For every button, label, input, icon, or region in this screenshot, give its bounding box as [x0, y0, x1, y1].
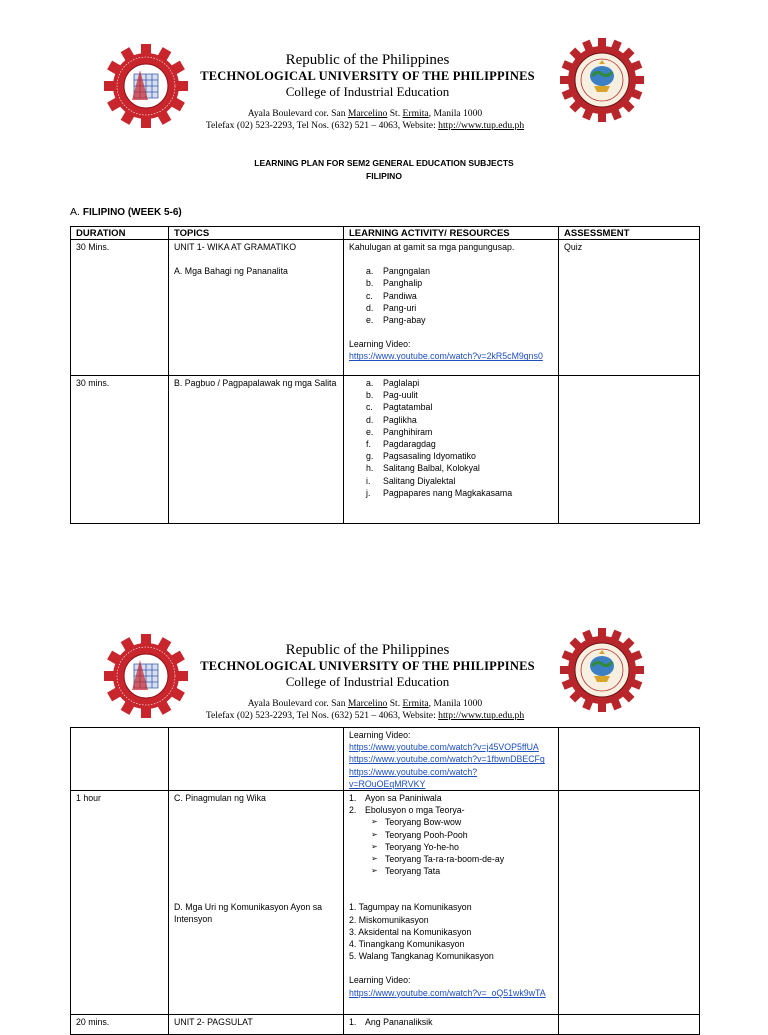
section-letter: A.: [70, 206, 80, 218]
list-item: d. Paglikha: [366, 414, 417, 425]
header-topics: TOPICS: [169, 227, 344, 240]
table-row: [71, 1015, 700, 1035]
republic-heading: Republic of the Philippines: [285, 52, 450, 68]
plan-title: [0, 157, 768, 183]
list-item: ➢ Teoryang Bow-wow: [371, 817, 462, 828]
activity-cell: [344, 240, 559, 376]
activity-cell: [344, 376, 559, 524]
list-item: 1. Tagumpay na Komunikasyon: [349, 902, 472, 913]
video-link[interactable]: https://www.youtube.com/watch?v=1fbwnDBECFg: [349, 754, 545, 765]
arrow-bullet-icon: ➢: [371, 866, 378, 876]
college-seal-icon: [560, 38, 644, 122]
list-item: b. Panghalip: [366, 278, 423, 289]
list-item: c. Pandiwa: [366, 290, 417, 301]
website-link[interactable]: http://www.tup.edu.ph: [438, 120, 525, 131]
address-line: Ayala Boulevard cor. San Marcelino St. Ermita, Manila 1000: [247, 698, 483, 709]
list-item: e. Panghihiram: [366, 426, 433, 437]
website-link[interactable]: http://www.tup.edu.ph: [438, 710, 525, 721]
letterhead-titles: [195, 52, 540, 100]
video-link[interactable]: https://www.youtube.com/watch?v=_oQ51wk9wTA: [349, 987, 546, 998]
list-item: 1. Ayon sa Paniniwala: [349, 793, 442, 804]
college-name: College of Industrial Education: [285, 84, 450, 99]
arrow-bullet-icon: ➢: [371, 841, 378, 851]
video-link[interactable]: https://www.youtube.com/watch?v=2kR5cM9gns0: [349, 351, 543, 362]
section-heading: [70, 206, 182, 218]
republic-heading: Republic of the Philippines: [285, 642, 450, 658]
table-header-row: [71, 227, 700, 240]
list-item: b. Pag-uulit: [366, 390, 418, 401]
list-item: f. Pagdaragdag: [366, 439, 436, 450]
assessment-cell: [559, 728, 700, 791]
video-link[interactable]: https://www.youtube.com/watch?v=j45VOP5ffUA: [349, 742, 539, 753]
activity-intro: Kahulugan at gamit sa mga pangungusap.: [349, 242, 515, 252]
document-page-2: [0, 590, 768, 1028]
list-item: g. Pagsasaling Idyomatiko: [366, 451, 476, 462]
duration-cell: 30 Mins.: [71, 240, 169, 376]
letterhead: [0, 590, 768, 730]
origin-list: [349, 792, 553, 816]
college-name: College of Industrial Education: [285, 674, 450, 689]
list-item: ➢ Teoryang Yo-he-ho: [371, 841, 459, 852]
topic-text: A. Mga Bahagi ng Pananalita: [174, 266, 288, 277]
list-item: d. Pang-uri: [366, 302, 417, 313]
learning-plan-table-continued: [70, 727, 700, 1035]
list-item: ➢ Teoryang Ta-ra-ra-boom-de-ay: [371, 854, 505, 865]
activity-cell: [344, 1015, 559, 1035]
contact-line: Telefax (02) 523-2293, Tel Nos. (632) 521 – 4063, Website: http://www.tup.edu.ph: [205, 710, 525, 721]
topic-text: D. Mga Uri ng Komunikasyon Ayon sa Intensyon: [174, 902, 322, 925]
section-title: FILIPINO (WEEK 5-6): [82, 207, 182, 218]
topic-text: UNIT 1- WIKA AT GRAMATIKO: [174, 242, 297, 252]
list-item: 2. Ebolusyon o mga Teorya-: [349, 805, 465, 816]
college-seal-icon: [560, 628, 644, 712]
list-item: j. Pagpapares nang Magkakasama: [366, 487, 513, 498]
plan-subject: FILIPINO: [366, 171, 402, 181]
assessment-cell: [559, 1015, 700, 1035]
letterhead-address: [180, 108, 550, 132]
list-item: i. Salitang Diyalektal: [366, 475, 456, 486]
duration-cell: 20 mins.: [71, 1015, 169, 1035]
topics-cell: [169, 240, 344, 376]
list-item: 2. Miskomunikasyon: [349, 914, 429, 925]
list-item: 4. Tinangkang Komunikasyon: [349, 939, 465, 950]
address-line: Ayala Boulevard cor. San Marcelino St. Ermita, Manila 1000: [247, 108, 483, 119]
tup-gear-logo-icon: [104, 634, 188, 718]
arrow-bullet-icon: ➢: [371, 817, 378, 827]
list-item: 1. Ang Pananaliksik: [349, 1017, 433, 1028]
header-duration: DURATION: [71, 227, 169, 240]
letterhead-address: [180, 698, 550, 722]
list-item: 3. Aksidental na Komunikasyon: [349, 926, 472, 937]
topic-text: C. Pinagmulan ng Wika: [174, 793, 266, 804]
table-row: [71, 791, 700, 1015]
assessment-cell: [559, 376, 700, 524]
word-formation-list: [366, 377, 553, 499]
topics-cell: UNIT 2- PAGSULAT: [169, 1015, 344, 1035]
duration-cell: [71, 728, 169, 791]
list-item: c. Pagtatambal: [366, 402, 433, 413]
list-item: a. Pangngalan: [366, 266, 430, 277]
duration-cell: 1 hour: [71, 791, 169, 1015]
video-label: Learning Video:: [349, 730, 411, 740]
video-link[interactable]: https://www.youtube.com/watch?v=ROuOEqMRVKY: [349, 766, 478, 789]
video-label: Learning Video:: [349, 339, 411, 350]
list-item: h. Salitang Balbal, Kolokyal: [366, 463, 480, 474]
arrow-bullet-icon: ➢: [371, 854, 378, 864]
table-row: [71, 240, 700, 376]
list-item: e. Pang-abay: [366, 315, 426, 326]
letterhead-titles: [195, 642, 540, 690]
list-item: 5. Walang Tangkanag Komunikasyon: [349, 951, 494, 962]
table-row: [71, 376, 700, 524]
letterhead: [0, 0, 768, 140]
topics-cell: B. Pagbuo / Pagpapalawak ng mga Salita: [169, 376, 344, 524]
topics-cell: [169, 728, 344, 791]
arrow-bullet-icon: ➢: [371, 829, 378, 839]
tup-gear-logo-icon: [104, 44, 188, 128]
pos-list: [366, 265, 553, 326]
list-item: ➢ Teoryang Pooh-Pooh: [371, 829, 468, 840]
list-item: a. Paglalapi: [366, 378, 420, 388]
learning-plan-table: [70, 226, 700, 524]
assessment-cell: [559, 791, 700, 1015]
university-name: TECHNOLOGICAL UNIVERSITY OF THE PHILIPPINES: [200, 69, 535, 83]
header-activity: LEARNING ACTIVITY/ RESOURCES: [344, 227, 559, 240]
university-name: TECHNOLOGICAL UNIVERSITY OF THE PHILIPPINES: [200, 659, 535, 673]
table-row: [71, 728, 700, 791]
activity-cell: [344, 791, 559, 1015]
video-label: Learning Video:: [349, 975, 411, 986]
activity-cell: [344, 728, 559, 791]
theory-list: [371, 816, 553, 877]
duration-cell: 30 mins.: [71, 376, 169, 524]
assessment-cell: Quiz: [559, 240, 700, 376]
topics-cell: [169, 791, 344, 1015]
header-assessment: ASSESSMENT: [559, 227, 700, 240]
list-item: ➢ Teoryang Tata: [371, 866, 441, 877]
contact-line: Telefax (02) 523-2293, Tel Nos. (632) 521 – 4063, Website: http://www.tup.edu.ph: [205, 120, 525, 131]
plan-title-line: LEARNING PLAN FOR SEM2 GENERAL EDUCATION SUBJECTS: [254, 158, 514, 168]
